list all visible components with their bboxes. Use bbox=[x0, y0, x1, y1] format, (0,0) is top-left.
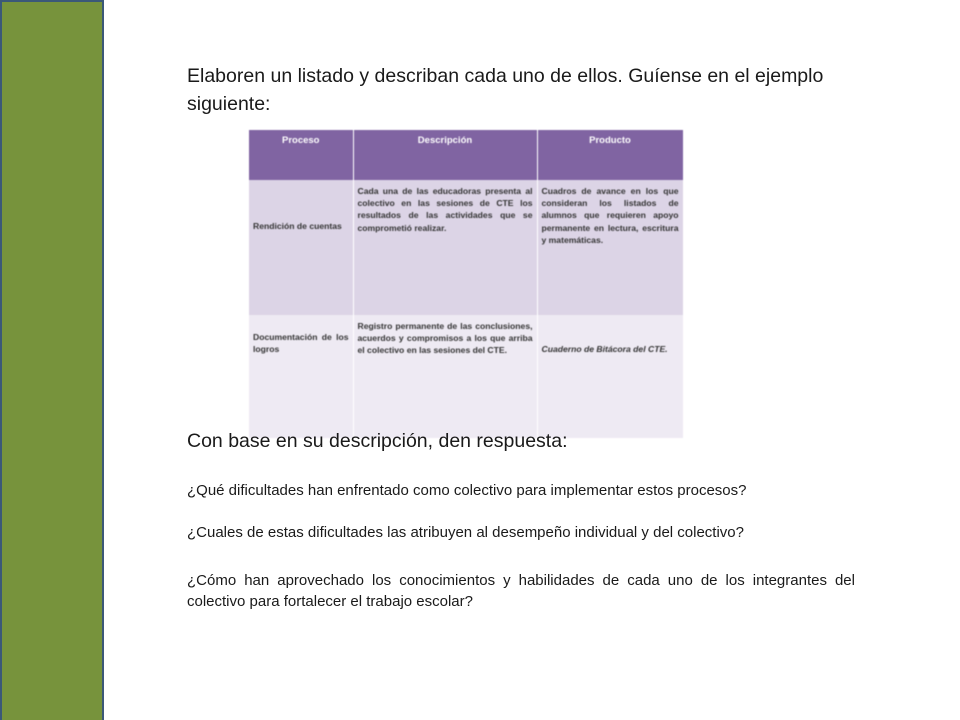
header-proceso: Proceso bbox=[249, 130, 353, 180]
cell-descripcion: Cada una de las educadoras presenta al colectivo en las sesiones de CTE los resultados de las actividades que se comprometió realizar. bbox=[353, 180, 537, 315]
intro-instruction: Elaboren un listado y describan cada uno de ellos. Guíense en el ejemplo siguiente: bbox=[187, 65, 824, 115]
cell-proceso: Documentación de los logros bbox=[249, 315, 353, 438]
header-producto: Producto bbox=[537, 130, 683, 180]
header-descripcion: Descripción bbox=[353, 130, 537, 180]
table-row bbox=[249, 180, 683, 315]
cell-producto: Cuaderno de Bitácora del CTE. bbox=[537, 315, 683, 438]
cell-producto: Cuadros de avance en los que consideran los listados de alumnos que requieren apoyo permanente en lectura, escritura y matemáticas. bbox=[537, 180, 683, 315]
section-heading: Con base en su descripción, den respuesta: bbox=[187, 430, 568, 452]
question-1: ¿Qué dificultades han enfrentado como colectivo para implementar estos procesos? bbox=[187, 482, 747, 499]
table-row bbox=[249, 315, 683, 438]
question-2: ¿Cuales de estas dificultades las atribuyen al desempeño individual y del colectivo? bbox=[187, 524, 744, 541]
table-header-row bbox=[249, 130, 683, 180]
cell-proceso: Rendición de cuentas bbox=[249, 180, 353, 315]
cell-descripcion: Registro permanente de las conclusiones, acuerdos y compromisos a los que arriba el colectivo en las sesiones del CTE. bbox=[353, 315, 537, 438]
example-table bbox=[249, 130, 684, 438]
question-3: ¿Cómo han aprovechado los conocimientos y habilidades de cada uno de los integrantes del colectivo para fortalecer el trabajo escolar? bbox=[187, 572, 855, 610]
side-decorative-bar bbox=[0, 0, 104, 720]
